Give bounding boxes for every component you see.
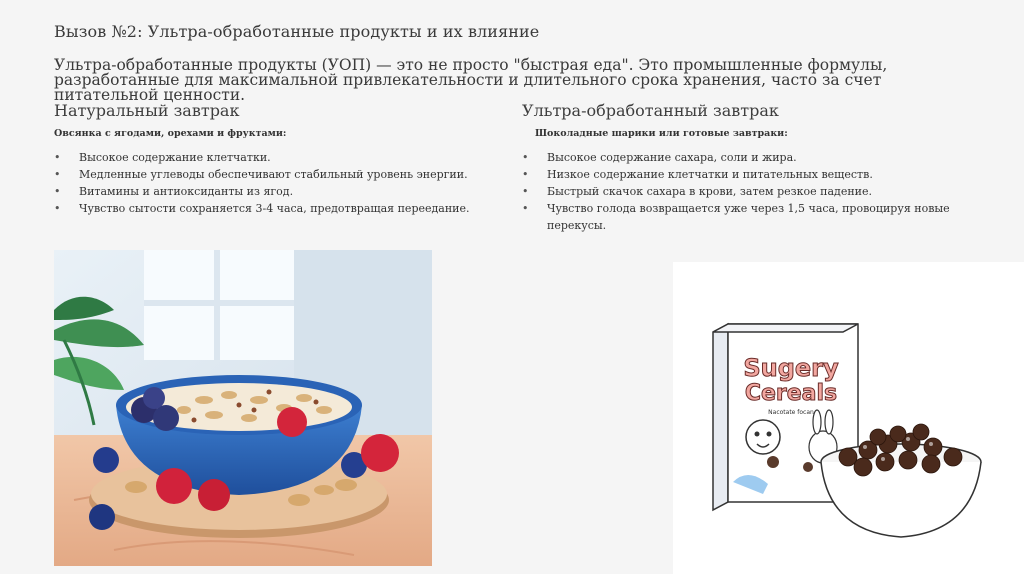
natural-subheading: Овсянка с ягодами, орехами и фруктами: [54, 128, 287, 139]
natural-breakfast-column [54, 101, 494, 217]
intro-paragraph: Ультра-обработанные продукты (УОП) — это не просто "быстрая еда". Это промышленные формулы, разработанные для максимальной привлекательности и длительного срока хранения, часто за счет питательной ценности. [54, 56, 888, 104]
slide-title: Вызов №2: Ультра-обработанные продукты и их влияние [54, 22, 540, 41]
box-tagline: Nacotate focan [768, 409, 814, 416]
processed-heading: Ультра-обработанный завтрак [522, 101, 779, 120]
list-item: • Быстрый скачок сахара в крови, затем резкое падение. [522, 183, 1002, 200]
natural-heading: Натуральный завтрак [54, 101, 240, 120]
list-item: • Витамины и антиоксиданты из ягод. [54, 183, 494, 200]
processed-subheading: Шоколадные шарики или готовые завтраки: [535, 128, 788, 139]
list-item: • Чувство голода возвращается уже через 1,5 часа, провоцируя новые перекусы. [522, 200, 1002, 234]
oatmeal-bowl-illustration [54, 250, 432, 566]
brand-line-2: Cereals [744, 381, 838, 406]
list-item: • Высокое содержание сахара, соли и жира. [522, 149, 1002, 166]
processed-points-list [522, 149, 1002, 234]
list-item: • Низкое содержание клетчатки и питательных веществ. [522, 166, 1002, 183]
list-item: • Высокое содержание клетчатки. [54, 149, 494, 166]
list-item: • Чувство сытости сохраняется 3-4 часа, предотвращая переедание. [54, 200, 494, 217]
brand-line-1: Sugery [743, 354, 839, 382]
list-item: • Медленные углеводы обеспечивают стабильный уровень энергии. [54, 166, 494, 183]
processed-breakfast-column [522, 101, 1002, 234]
cereal-box-illustration [673, 262, 1024, 574]
natural-points-list [54, 149, 494, 217]
